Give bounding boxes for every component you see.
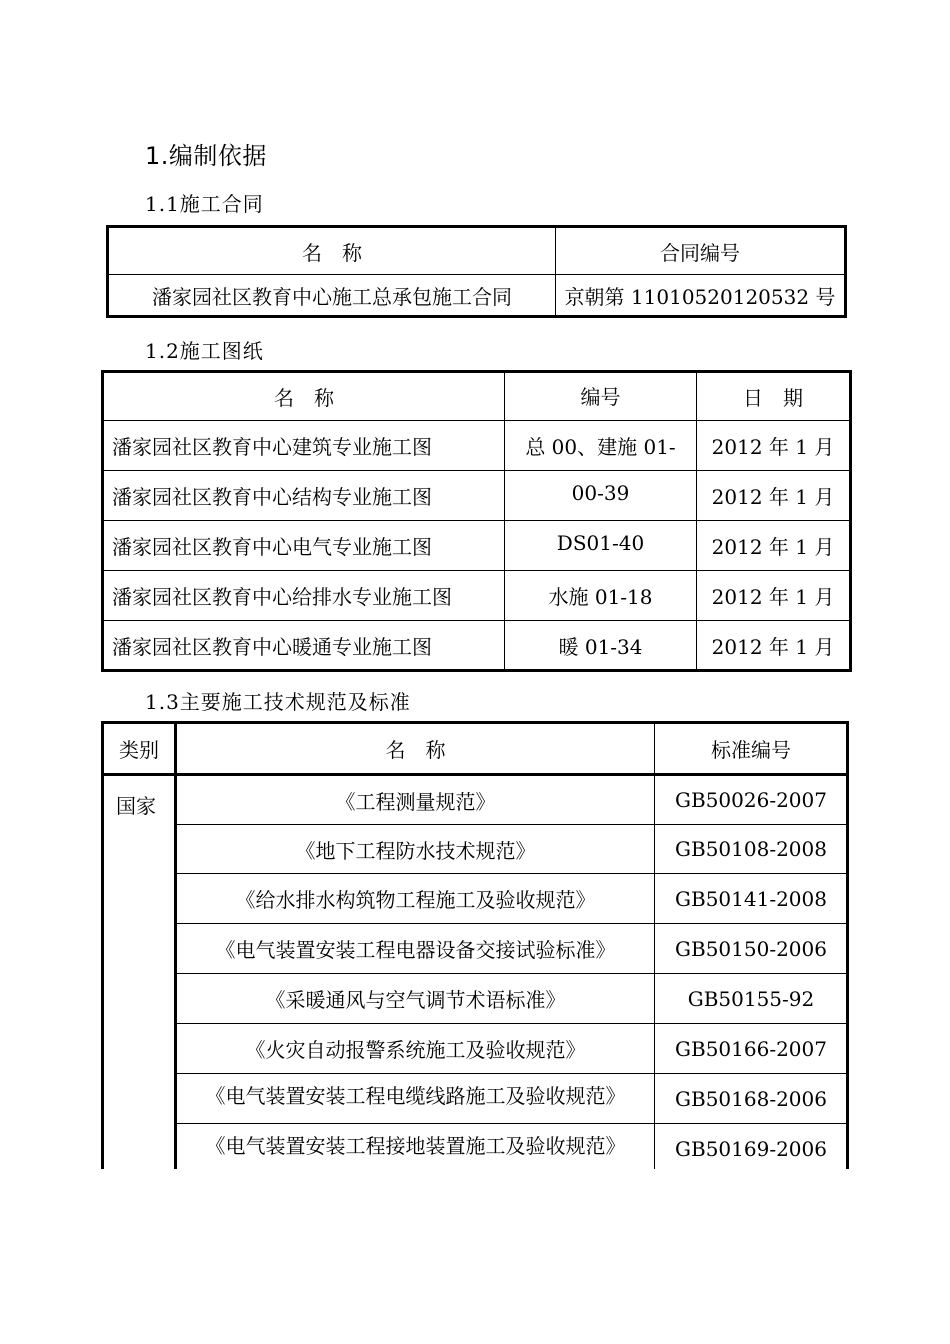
header-name: 名 称 xyxy=(176,724,655,775)
standard-name: 《工程测量规范》 xyxy=(176,775,655,825)
standard-number: GB50169-2006 xyxy=(655,1124,848,1170)
standards-table-frame xyxy=(101,721,849,1169)
table-row xyxy=(103,471,851,521)
header-standard-no: 标准编号 xyxy=(655,724,848,775)
standard-name: 《采暖通风与空气调节术语标准》 xyxy=(176,974,655,1024)
drawing-date: 2012 年 1 月 xyxy=(697,521,851,571)
drawing-number: 总 00、建施 01- xyxy=(505,421,697,471)
table-row xyxy=(103,421,851,471)
standard-name: 《给水排水构筑物工程施工及验收规范》 xyxy=(176,874,655,924)
section-title-standards: 1.3主要施工技术规范及标准 xyxy=(145,690,411,714)
contract-number: 京朝第 11010520120532 号 xyxy=(556,275,846,317)
standards-table xyxy=(103,723,848,1169)
drawing-date: 2012 年 1 月 xyxy=(697,621,851,671)
table-row xyxy=(103,521,851,571)
standard-number: GB50155-92 xyxy=(655,974,848,1024)
header-number: 编号 xyxy=(505,372,697,421)
standard-number: GB50168-2006 xyxy=(655,1074,848,1124)
drawing-date: 2012 年 1 月 xyxy=(697,471,851,521)
table-row xyxy=(103,621,851,671)
table-row xyxy=(104,825,848,874)
table-row xyxy=(104,1074,848,1124)
header-contract-no: 合同编号 xyxy=(556,227,846,275)
standard-name: 《火灾自动报警系统施工及验收规范》 xyxy=(176,1024,655,1074)
drawing-date: 2012 年 1 月 xyxy=(697,421,851,471)
standard-number: GB50026-2007 xyxy=(655,775,848,825)
drawing-name: 潘家园社区教育中心给排水专业施工图 xyxy=(103,571,505,621)
drawing-number: 水施 01-18 xyxy=(505,571,697,621)
table-row xyxy=(104,1024,848,1074)
standard-name: 《电气装置安装工程电器设备交接试验标准》 xyxy=(176,924,655,974)
table-row xyxy=(103,571,851,621)
table-row xyxy=(104,775,848,825)
header-category: 类别 xyxy=(104,724,176,775)
section-title-contract: 1.1施工合同 xyxy=(145,192,264,216)
drawings-table xyxy=(101,370,852,672)
drawing-number: DS01-40 xyxy=(505,521,697,571)
table-row xyxy=(104,924,848,974)
drawing-name: 潘家园社区教育中心结构专业施工图 xyxy=(103,471,505,521)
standard-name-text: 《电气装置安装工程电缆线路施工及验收规范》 xyxy=(205,1084,626,1108)
header-date: 日 期 xyxy=(697,372,851,421)
standard-name: 《地下工程防水技术规范》 xyxy=(176,825,655,874)
drawing-number: 暖 01-34 xyxy=(505,621,697,671)
table-row xyxy=(104,1124,848,1170)
header-name: 名 称 xyxy=(108,227,556,275)
page-heading: 1.编制依据 xyxy=(145,142,267,170)
contract-name: 潘家园社区教育中心施工总承包施工合同 xyxy=(108,275,556,317)
drawing-number: 00-39 xyxy=(505,471,697,521)
drawing-name: 潘家园社区教育中心电气专业施工图 xyxy=(103,521,505,571)
table-row xyxy=(104,874,848,924)
standard-number: GB50166-2007 xyxy=(655,1024,848,1074)
contract-table xyxy=(106,225,847,318)
standard-name xyxy=(176,1074,655,1124)
table-row xyxy=(104,974,848,1024)
standard-name-text: 《电气装置安装工程接地装置施工及验收规范》 xyxy=(205,1134,626,1158)
section-title-drawings: 1.2施工图纸 xyxy=(145,339,264,363)
standard-number: GB50141-2008 xyxy=(655,874,848,924)
category-cell: 国家 xyxy=(104,775,176,1170)
standard-number: GB50150-2006 xyxy=(655,924,848,974)
standard-number: GB50108-2008 xyxy=(655,825,848,874)
header-name: 名 称 xyxy=(103,372,505,421)
drawing-name: 潘家园社区教育中心暖通专业施工图 xyxy=(103,621,505,671)
drawing-name: 潘家园社区教育中心建筑专业施工图 xyxy=(103,421,505,471)
drawing-date: 2012 年 1 月 xyxy=(697,571,851,621)
standard-name xyxy=(176,1124,655,1170)
